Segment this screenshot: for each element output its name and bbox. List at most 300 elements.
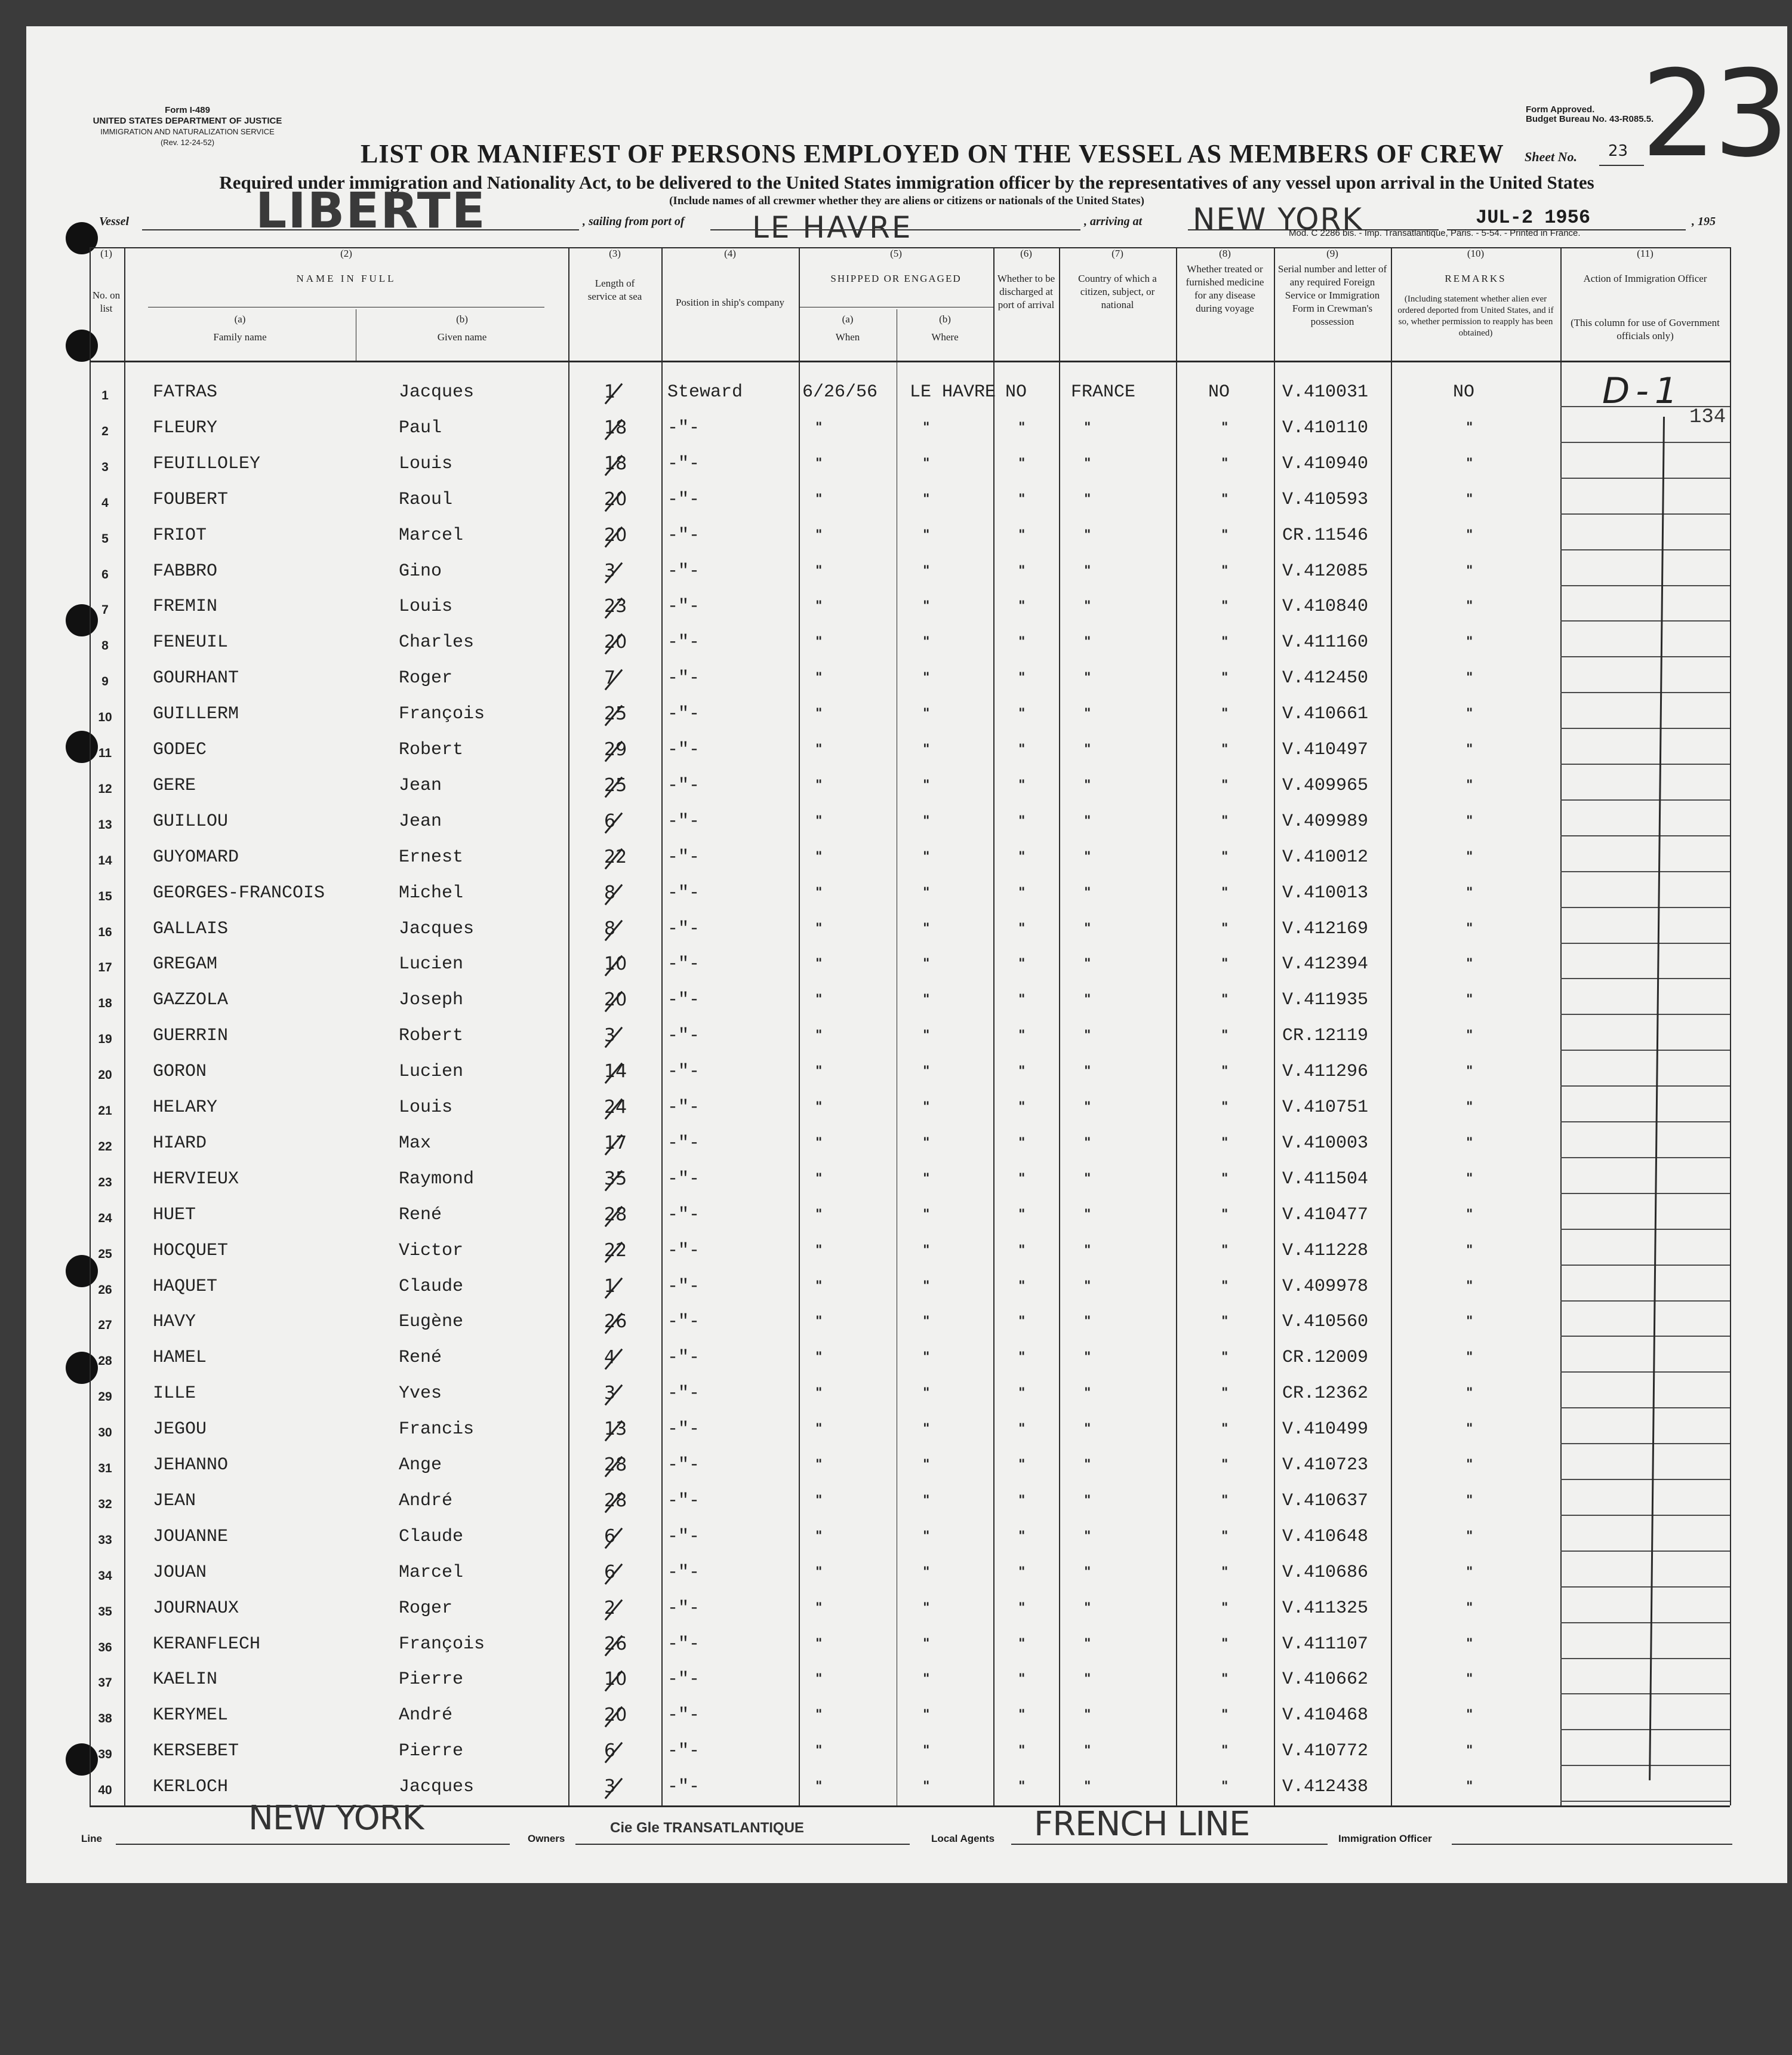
officer-row-line <box>1560 478 1730 479</box>
years-of-service: 6 <box>604 1525 616 1547</box>
discharged: " <box>1018 1135 1026 1150</box>
discharged: " <box>1018 491 1026 507</box>
col11-number: (11) <box>1637 248 1654 259</box>
position: -"- <box>667 1777 700 1798</box>
large-sheet-number: 23 <box>1641 45 1786 184</box>
discharged: " <box>1018 420 1026 435</box>
officer-row-line <box>1560 1801 1730 1802</box>
treated: " <box>1221 777 1228 793</box>
given-name: Lucien <box>399 1062 464 1082</box>
vessel-underline <box>142 229 579 230</box>
years-of-service: 10 <box>604 1669 627 1690</box>
row-number: 9 <box>101 675 109 689</box>
shipped-when: " <box>815 1242 823 1258</box>
table-left-border <box>90 247 91 1805</box>
row-number: 31 <box>98 1462 112 1475</box>
serial-number: V.410477 <box>1282 1204 1369 1225</box>
row-number: 22 <box>98 1139 112 1153</box>
shipped-where: LE HAVRE <box>910 382 996 402</box>
family-name: GUYOMARD <box>153 847 239 867</box>
family-name: KERSEBET <box>153 1741 239 1762</box>
officer-row-line <box>1560 907 1730 908</box>
row-number: 27 <box>98 1318 112 1333</box>
shipped-when: " <box>815 1779 823 1795</box>
position: -"- <box>667 990 700 1011</box>
remarks: " <box>1466 670 1473 686</box>
officer-row-line <box>1560 978 1730 979</box>
position: -"- <box>667 453 700 474</box>
serial-number: V.409989 <box>1282 811 1369 832</box>
given-name: Robert <box>399 740 464 760</box>
discharged: " <box>1018 456 1026 471</box>
serial-number: CR.12362 <box>1282 1383 1369 1404</box>
col8-number: (8) <box>1219 248 1231 259</box>
row-number: 36 <box>98 1640 112 1654</box>
given-name: Claude <box>399 1526 464 1547</box>
years-of-service: 22 <box>604 1239 627 1261</box>
position: -"- <box>667 811 700 832</box>
position: -"- <box>667 1562 700 1583</box>
country: " <box>1084 1171 1091 1186</box>
shipped-when: " <box>815 1708 823 1723</box>
shipped-when: " <box>815 706 823 722</box>
shipped-where: " <box>923 527 930 543</box>
remarks: " <box>1466 1779 1473 1795</box>
column-divider <box>124 247 125 1805</box>
position: -"- <box>667 1705 700 1726</box>
position: -"- <box>667 1026 700 1047</box>
row-number: 17 <box>98 961 112 975</box>
shipped-where: " <box>923 1386 930 1401</box>
col2-header: NAME IN FULL <box>296 273 396 284</box>
page-title: LIST OR MANIFEST OF PERSONS EMPLOYED ON THE VESSEL AS MEMBERS OF CREW <box>361 139 1504 168</box>
years-of-service: 20 <box>604 1705 627 1726</box>
serial-number: V.410468 <box>1282 1705 1369 1726</box>
family-name: FREMIN <box>153 596 218 617</box>
years-of-service: 1 <box>604 1275 616 1297</box>
line-label: Line <box>81 1833 102 1844</box>
shipped-where: " <box>923 742 930 757</box>
remarks: " <box>1466 885 1473 900</box>
given-name: Louis <box>399 1097 453 1118</box>
discharged: " <box>1018 1493 1026 1508</box>
serial-number: V.410110 <box>1282 417 1369 438</box>
years-of-service: 8 <box>604 882 616 903</box>
col2b-header: Given name <box>437 331 487 343</box>
given-name: Roger <box>399 1598 453 1619</box>
shipped-when: " <box>815 1171 823 1186</box>
officer-row-line <box>1560 1157 1730 1158</box>
position: -"- <box>667 1490 700 1511</box>
family-name: FOUBERT <box>153 489 229 510</box>
shipped-when: " <box>815 1564 823 1580</box>
sheet-label: Sheet No. <box>1525 149 1577 164</box>
shipped-when: " <box>815 1207 823 1222</box>
discharged: " <box>1018 1600 1026 1616</box>
serial-number: V.411228 <box>1282 1240 1369 1261</box>
remarks: " <box>1466 1350 1473 1365</box>
treated: " <box>1221 1386 1228 1401</box>
row-number: 18 <box>98 996 112 1011</box>
position: -"- <box>667 1168 700 1189</box>
shipped-when: " <box>815 599 823 614</box>
country: " <box>1084 1314 1091 1330</box>
treated: " <box>1221 1278 1228 1294</box>
officer-row-line <box>1560 1765 1730 1766</box>
serial-number: V.410662 <box>1282 1669 1369 1690</box>
treated: " <box>1221 491 1228 507</box>
col2-number: (2) <box>340 248 352 259</box>
years-of-service: 13 <box>604 1419 627 1440</box>
shipped-when: " <box>815 527 823 543</box>
country: " <box>1084 1636 1091 1651</box>
port-from: LE HAVRE <box>752 210 913 245</box>
treated: " <box>1221 635 1228 650</box>
discharged: " <box>1018 1457 1026 1472</box>
remarks: " <box>1466 563 1473 579</box>
discharged: " <box>1018 1278 1026 1294</box>
position: -"- <box>667 1062 700 1082</box>
years-of-service: 6 <box>604 1740 616 1762</box>
given-name: René <box>399 1348 442 1368</box>
officer-row-line <box>1560 1121 1730 1122</box>
discharged: " <box>1018 992 1026 1008</box>
remarks: " <box>1466 635 1473 650</box>
remarks: " <box>1466 849 1473 865</box>
column-divider <box>1176 247 1177 1805</box>
col11-header: Action of Immigration Officer <box>1583 273 1707 284</box>
shipped-where: " <box>923 956 930 972</box>
officer-row-line <box>1560 1300 1730 1302</box>
years-of-service: 25 <box>604 774 627 796</box>
row-number: 13 <box>98 817 112 832</box>
form-approval <box>1526 105 1654 124</box>
col4-number: (4) <box>724 248 736 259</box>
row-number: 2 <box>101 424 109 438</box>
treated: " <box>1221 1350 1228 1365</box>
serial-number: V.410013 <box>1282 882 1369 903</box>
serial-number: CR.12009 <box>1282 1348 1369 1368</box>
country: " <box>1084 1779 1091 1795</box>
row-number: 1 <box>101 389 109 402</box>
officer-row-line <box>1560 1265 1730 1266</box>
discharged: " <box>1018 1028 1026 1044</box>
position: -"- <box>667 740 700 760</box>
given-name: Raoul <box>399 489 453 510</box>
shipped-where: " <box>923 1564 930 1580</box>
given-name: Jean <box>399 811 442 832</box>
given-name: Pierre <box>399 1741 464 1762</box>
family-name: GALLAIS <box>153 918 229 939</box>
row-number: 23 <box>98 1175 112 1189</box>
line-underline <box>116 1844 510 1845</box>
serial-number: V.410772 <box>1282 1741 1369 1762</box>
position: -"- <box>667 1526 700 1547</box>
treated: " <box>1221 1636 1228 1651</box>
column-divider <box>1059 247 1060 1805</box>
officer-label: Immigration Officer <box>1338 1833 1432 1844</box>
remarks: " <box>1466 956 1473 972</box>
country: " <box>1084 1028 1091 1044</box>
col6-header: Whether to be discharged at port of arrival <box>997 273 1055 310</box>
row-number: 14 <box>98 853 112 867</box>
shipped-where: " <box>923 563 930 579</box>
family-name: JOURNAUX <box>153 1598 239 1619</box>
family-name: JEHANNO <box>153 1455 229 1475</box>
given-name: Charles <box>399 632 475 653</box>
years-of-service: 26 <box>604 1633 627 1654</box>
country: " <box>1084 1064 1091 1079</box>
officer-row-line <box>1560 1622 1730 1623</box>
position: -"- <box>667 1240 700 1261</box>
col11-subheader: (This column for use of Government officials only) <box>1571 317 1720 342</box>
col3-number: (3) <box>609 248 621 259</box>
arrival-date: JUL-2 1956 <box>1476 207 1591 229</box>
treated: " <box>1221 1064 1228 1079</box>
col2b-number: (b) <box>456 313 468 325</box>
position: -"- <box>667 1669 700 1690</box>
position: -"- <box>667 918 700 939</box>
col2a-number: (a) <box>234 313 246 325</box>
position: -"- <box>667 561 700 582</box>
country: " <box>1084 599 1091 614</box>
given-name: Ange <box>399 1455 442 1475</box>
country: " <box>1084 849 1091 865</box>
discharged: " <box>1018 885 1026 900</box>
officer-row-line <box>1560 1014 1730 1015</box>
serial-number: CR.12119 <box>1282 1026 1369 1047</box>
approved-line-1: Form Approved. <box>1526 104 1595 115</box>
family-name: GEORGES-FRANCOIS <box>153 882 325 903</box>
country: " <box>1084 1493 1091 1508</box>
given-name: Jacques <box>399 1777 475 1798</box>
shipped-when: " <box>815 1528 823 1544</box>
family-name: KERLOCH <box>153 1777 229 1798</box>
shipped-where: " <box>923 1457 930 1472</box>
officer-row-line <box>1560 1371 1730 1373</box>
col9-number: (9) <box>1326 248 1338 259</box>
country: " <box>1084 956 1091 972</box>
arriving-label: , arriving at <box>1084 215 1143 228</box>
officer-row-line <box>1560 442 1730 443</box>
shipped-when: " <box>815 420 823 435</box>
shipped-when: " <box>815 1386 823 1401</box>
years-of-service: 2 <box>604 1597 616 1619</box>
shipped-where: " <box>923 885 930 900</box>
given-name: Louis <box>399 596 453 617</box>
country: " <box>1084 1242 1091 1258</box>
discharged: " <box>1018 813 1026 829</box>
shipped-where: " <box>923 777 930 793</box>
row-number: 37 <box>98 1676 112 1690</box>
shipped-where: " <box>923 1278 930 1294</box>
officer-row-line <box>1560 1407 1730 1408</box>
row-number: 32 <box>98 1497 112 1511</box>
given-name: Robert <box>399 1026 464 1047</box>
serial-number: V.410560 <box>1282 1312 1369 1333</box>
shipped-where: " <box>923 1171 930 1186</box>
country: " <box>1084 706 1091 722</box>
include-statement: (Include names of all crewmer whether they are aliens or citizens or nationals of the United States) <box>669 195 1144 207</box>
country: " <box>1084 777 1091 793</box>
family-name: FLEURY <box>153 417 218 438</box>
given-name: Ernest <box>399 847 464 867</box>
serial-number: V.410497 <box>1282 740 1369 760</box>
discharged: " <box>1018 1242 1026 1258</box>
remarks: " <box>1466 599 1473 614</box>
row-number: 8 <box>101 639 109 653</box>
shipped-where: " <box>923 706 930 722</box>
officer-row-line <box>1560 620 1730 622</box>
officer-mark: D-1 <box>1602 370 1684 412</box>
position: -"- <box>667 417 700 438</box>
department: UNITED STATES DEPARTMENT OF JUSTICE <box>93 116 282 126</box>
given-name: Francis <box>399 1419 475 1440</box>
remarks: " <box>1466 1278 1473 1294</box>
required-statement: Required under immigration and Nationality Act, to be delivered to the United States immigration officer by the representatives of any vessel upon arrival in the United States <box>219 172 1594 193</box>
col7-header: Country of which a citizen, subject, or national <box>1078 273 1157 310</box>
col6-number: (6) <box>1020 248 1032 259</box>
serial-number: V.411160 <box>1282 632 1369 653</box>
shipped-where: " <box>923 849 930 865</box>
row-number: 16 <box>98 925 112 939</box>
discharged: " <box>1018 706 1026 722</box>
discharged: " <box>1018 1386 1026 1401</box>
shipped-where: " <box>923 1672 930 1687</box>
years-of-service: 18 <box>604 417 627 438</box>
family-name: GUERRIN <box>153 1026 229 1047</box>
discharged: " <box>1018 1636 1026 1651</box>
remarks: " <box>1466 921 1473 936</box>
serial-number: V.410012 <box>1282 847 1369 867</box>
year-suffix: , 195 <box>1692 215 1716 228</box>
treated: " <box>1221 1171 1228 1186</box>
position: -"- <box>667 882 700 903</box>
family-name: HIARD <box>153 1133 207 1153</box>
country: FRANCE <box>1071 382 1136 402</box>
agents-value: FRENCH LINE <box>1034 1805 1250 1844</box>
country: " <box>1084 921 1091 936</box>
family-name: JEAN <box>153 1490 196 1511</box>
shipped-where: " <box>923 1422 930 1437</box>
family-name: HUET <box>153 1204 196 1225</box>
serial-number: V.410940 <box>1282 453 1369 474</box>
given-name: Pierre <box>399 1669 464 1690</box>
position: -"- <box>667 1419 700 1440</box>
remarks: " <box>1466 1422 1473 1437</box>
row-number: 40 <box>98 1783 112 1798</box>
shipped-when: " <box>815 1100 823 1115</box>
officer-row-line <box>1560 656 1730 657</box>
shipped-when: " <box>815 742 823 757</box>
shipped-when: " <box>815 1028 823 1044</box>
shipped-when: " <box>815 1600 823 1616</box>
discharged: " <box>1018 956 1026 972</box>
given-name: André <box>399 1490 453 1511</box>
country: " <box>1084 1386 1091 1401</box>
row-number: 33 <box>98 1533 112 1547</box>
given-name: Raymond <box>399 1168 475 1189</box>
officer-row-line <box>1560 692 1730 693</box>
remarks: " <box>1466 1064 1473 1079</box>
row-number: 34 <box>98 1568 112 1583</box>
officer-row-line <box>1560 943 1730 944</box>
discharged: " <box>1018 1564 1026 1580</box>
family-name: GREGAM <box>153 954 218 975</box>
family-name: HAVY <box>153 1312 196 1333</box>
discharged: " <box>1018 1314 1026 1330</box>
shipped-where: " <box>923 1600 930 1616</box>
treated: NO <box>1208 382 1230 402</box>
officer-row-line <box>1560 728 1730 729</box>
shipped-where: " <box>923 1064 930 1079</box>
shipped-when: " <box>815 777 823 793</box>
family-name: FENEUIL <box>153 632 229 653</box>
country: " <box>1084 1564 1091 1580</box>
row-number: 19 <box>98 1032 112 1047</box>
remarks: " <box>1466 992 1473 1008</box>
remarks: " <box>1466 1314 1473 1330</box>
shipped-when: " <box>815 956 823 972</box>
shipped-where: " <box>923 1207 930 1222</box>
family-name: KERANFLECH <box>153 1633 261 1654</box>
serial-number: V.412394 <box>1282 954 1369 975</box>
remarks: " <box>1466 1386 1473 1401</box>
position: -"- <box>667 954 700 975</box>
treated: " <box>1221 1135 1228 1150</box>
remarks: " <box>1466 1672 1473 1687</box>
remarks: " <box>1466 420 1473 435</box>
shipped-where: " <box>923 456 930 471</box>
position: -"- <box>667 1204 700 1225</box>
family-name: GODEC <box>153 740 207 760</box>
shipped-where: " <box>923 670 930 686</box>
shipped-where: " <box>923 992 930 1008</box>
serial-number: V.410686 <box>1282 1562 1369 1583</box>
col7-number: (7) <box>1111 248 1123 259</box>
col1-header: No. on list <box>92 290 121 314</box>
owners-underline <box>575 1844 910 1845</box>
years-of-service: 3 <box>604 1383 616 1404</box>
treated: " <box>1221 1457 1228 1472</box>
discharged: " <box>1018 1171 1026 1186</box>
col4-header: Position in ship's company <box>675 297 785 308</box>
position: -"- <box>667 525 700 546</box>
column-divider <box>568 247 569 1805</box>
shipped-when: " <box>815 813 823 829</box>
remarks: " <box>1466 1207 1473 1222</box>
years-of-service: 18 <box>604 453 627 474</box>
column-divider <box>661 247 663 1805</box>
family-name: GUILLOU <box>153 811 229 832</box>
discharged: " <box>1018 1100 1026 1115</box>
treated: " <box>1221 813 1228 829</box>
discharged: " <box>1018 921 1026 936</box>
family-name: FATRAS <box>153 382 218 402</box>
column-divider <box>1391 247 1392 1805</box>
shipped-when: " <box>815 921 823 936</box>
treated: " <box>1221 1743 1228 1759</box>
column-divider <box>1560 247 1562 1805</box>
treated: " <box>1221 1779 1228 1795</box>
treated: " <box>1221 1422 1228 1437</box>
discharged: " <box>1018 635 1026 650</box>
given-name: Claude <box>399 1276 464 1297</box>
position: -"- <box>667 632 700 653</box>
officer-row-line <box>1560 1085 1730 1087</box>
position: -"- <box>667 1383 700 1404</box>
family-name: JOUAN <box>153 1562 207 1583</box>
